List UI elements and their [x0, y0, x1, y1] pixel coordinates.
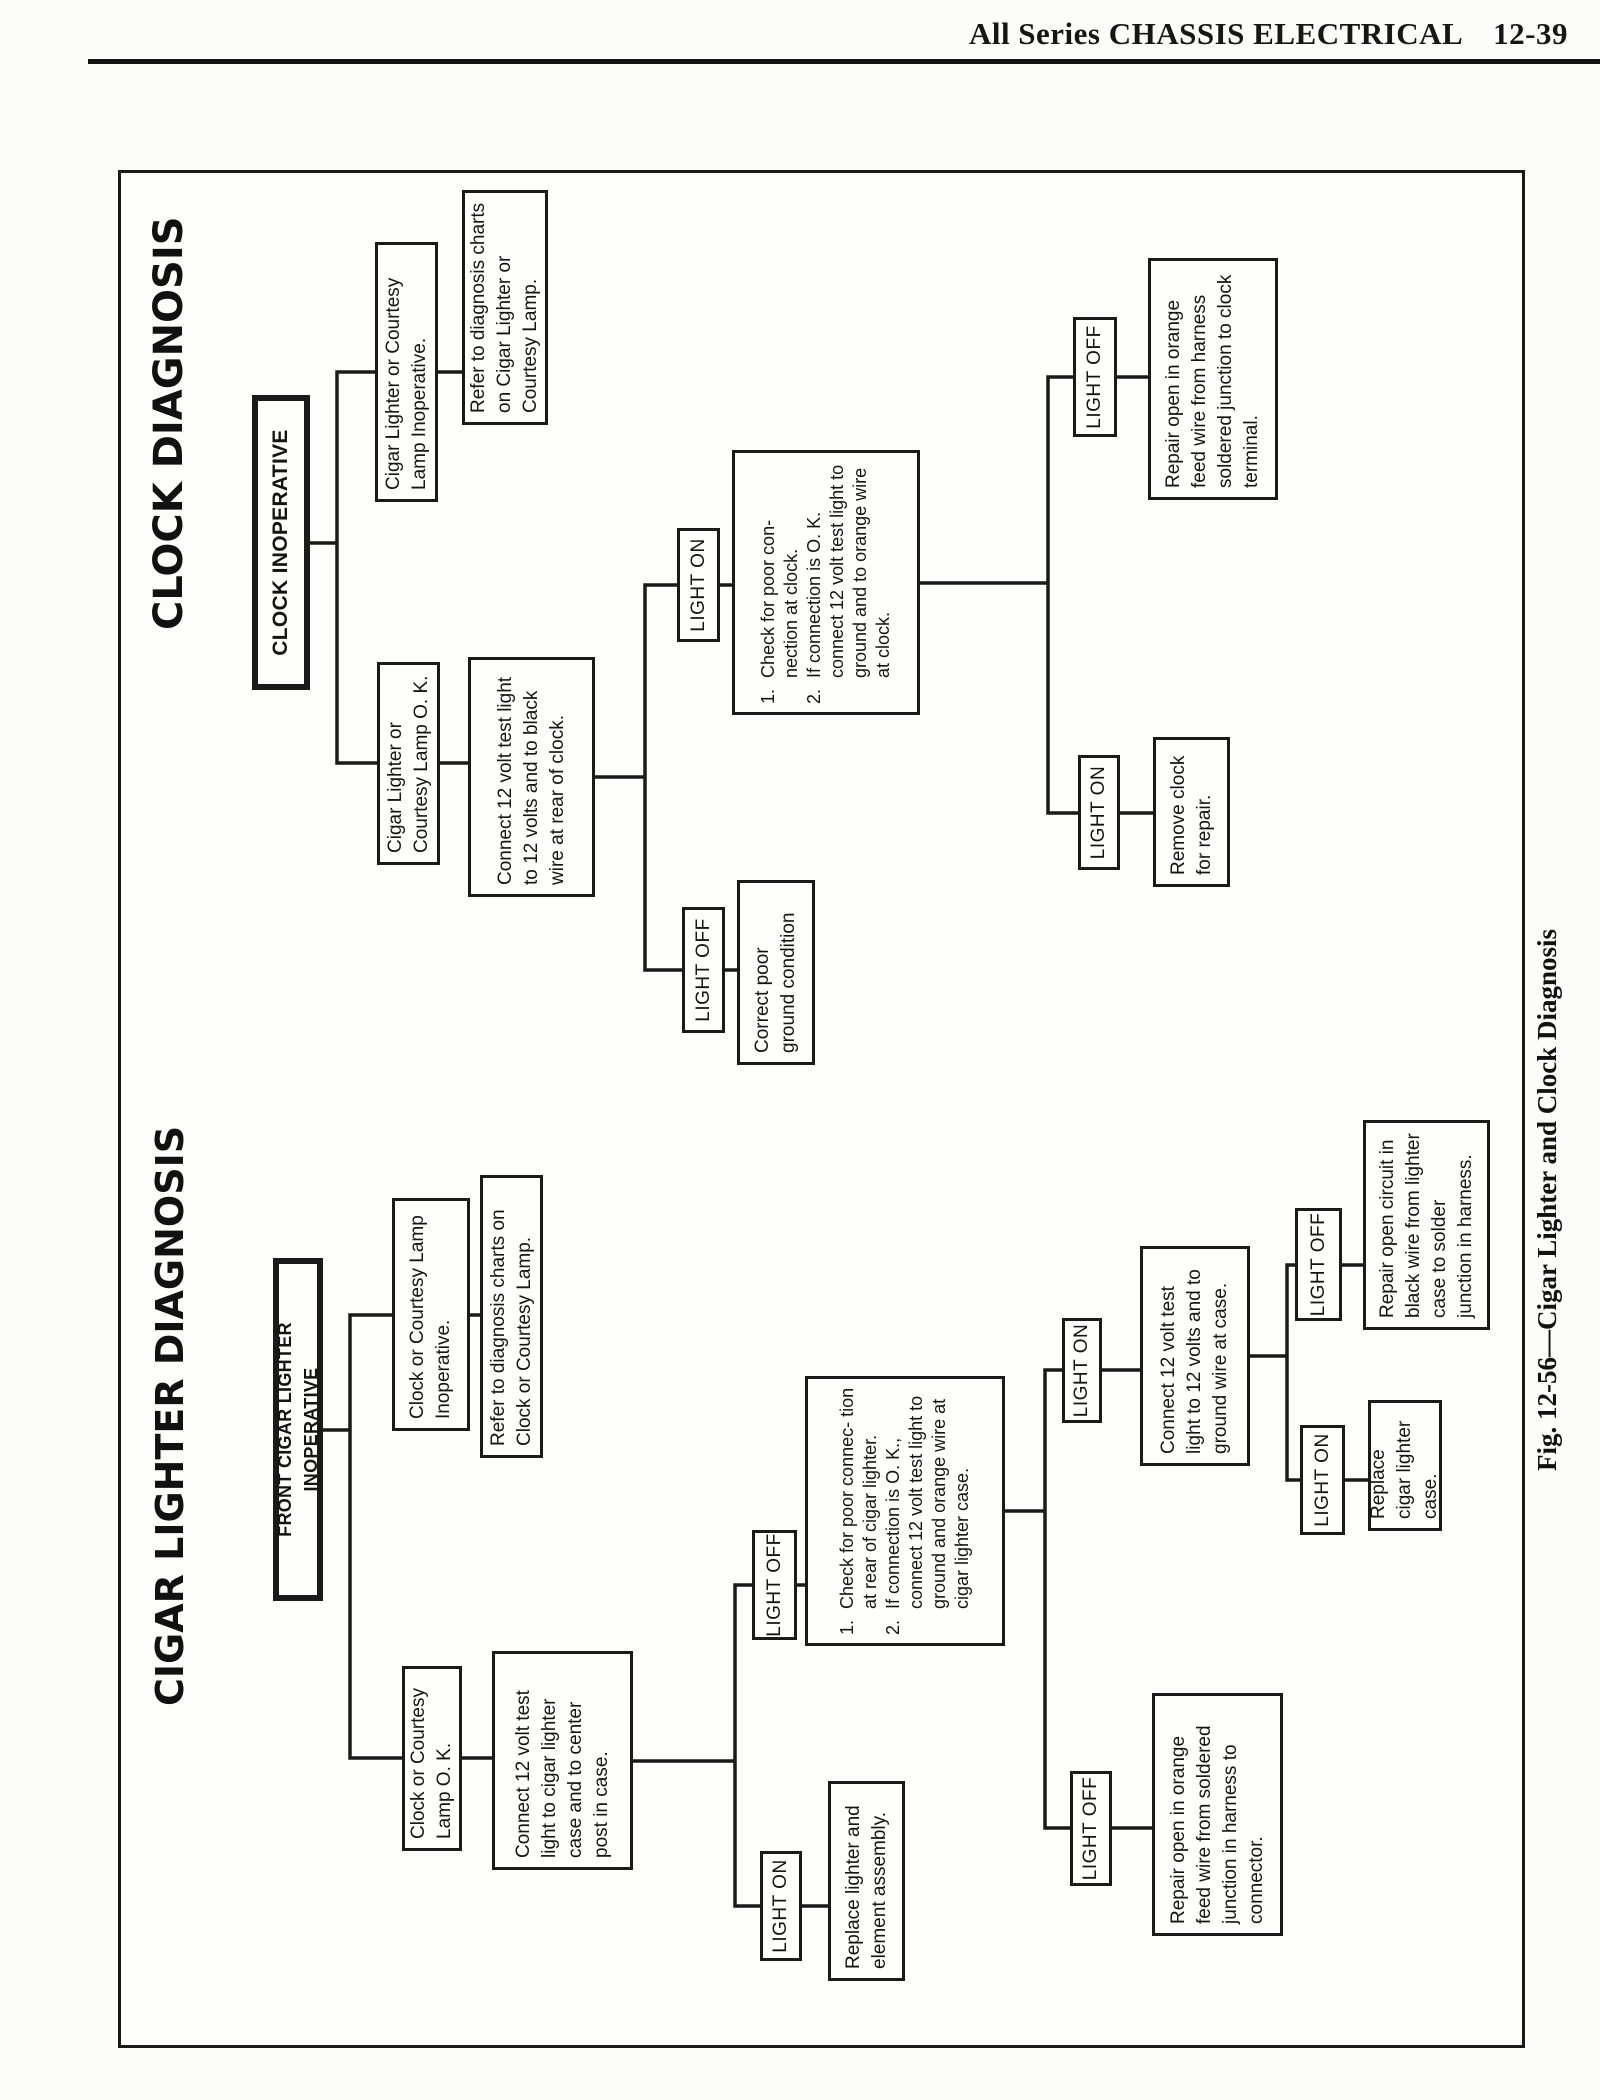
clock-chart-canvas	[140, 185, 1280, 1085]
lamp-ok-box: Cigar Lighter or Courtesy Lamp O. K.	[377, 662, 440, 865]
clock-inoperative-root-box: CLOCK INOPERATIVE	[252, 395, 310, 690]
replace-case-box: Replace cigar lighter case.	[1368, 1400, 1442, 1531]
clock-diagnosis-chart	[140, 185, 1280, 1085]
step-number: 2.	[883, 1619, 903, 1635]
repair-orange-wire-box-2: Repair open in orange feed wire from soldered junction in harness to connector.	[1152, 1693, 1283, 1936]
connect-test-lighter-box: Connect 12 volt test light to cigar lighter case and to center post in case.	[492, 1651, 633, 1870]
light-off-label-b: LIGHT OFF	[1070, 1771, 1112, 1886]
step-text: Check for poor con- nection at clock.	[758, 519, 801, 678]
header-rule	[88, 59, 1600, 64]
step-number: 2.	[804, 688, 824, 704]
light-off-label-2: LIGHT OFF	[1073, 317, 1117, 437]
light-off-label-1: LIGHT OFF	[682, 907, 725, 1033]
step-text: If connection is O. K., connect 12 volt test light to ground and orange wire at cigar lighter case.	[883, 1395, 972, 1609]
step-number: 1.	[758, 688, 778, 704]
clock-chart-title: CLOCK DIAGNOSIS	[146, 216, 192, 630]
light-on-label-c: LIGHT ON	[1300, 1425, 1345, 1535]
refer-charts-box-2: Refer to diagnosis charts on Clock or Courtesy Lamp.	[480, 1175, 543, 1458]
replace-lighter-box: Replace lighter and element assembly.	[828, 1781, 905, 1981]
light-on-label-a: LIGHT ON	[760, 1851, 802, 1961]
page-number: 12-39	[1493, 16, 1568, 51]
refer-charts-box: Refer to diagnosis charts on Cigar Lighter or Courtesy Lamp.	[462, 190, 548, 425]
cigar-chart-title: CIGAR LIGHTER DIAGNOSIS	[148, 1125, 192, 1706]
step-item	[803, 461, 895, 704]
remove-clock-box: Remove clock for repair.	[1153, 737, 1230, 887]
step-item	[836, 1387, 882, 1635]
header-title: All Series CHASSIS ELECTRICAL	[968, 16, 1464, 51]
step-item	[757, 461, 803, 704]
check-connection-steps-box	[732, 450, 920, 715]
clock-lamp-ok-box: Clock or Courtesy Lamp O. K.	[402, 1666, 462, 1851]
connect-ground-wire-box: Connect 12 volt test light to 12 volts and to ground wire at case.	[1140, 1246, 1250, 1466]
check-connection-steps-box-2	[805, 1376, 1005, 1646]
light-on-label-1: LIGHT ON	[677, 528, 720, 642]
repair-black-wire-box: Repair open circuit in black wire from lighter case to solder junction in harness.	[1363, 1120, 1490, 1330]
connect-test-light-box: Connect 12 volt test light to 12 volts and to black wire at rear of clock.	[468, 657, 595, 897]
page-header	[0, 16, 1568, 52]
step-number: 1.	[837, 1619, 857, 1635]
light-off-label-a: LIGHT OFF	[752, 1530, 797, 1640]
front-cigar-lighter-root-box: FRONT CIGAR LIGHTER INOPERATIVE	[273, 1258, 323, 1601]
light-on-label-2: LIGHT ON	[1078, 755, 1120, 870]
lamp-inoperative-box: Cigar Lighter or Courtesy Lamp Inoperative.	[375, 242, 438, 502]
light-on-label-b: LIGHT ON	[1062, 1318, 1102, 1423]
figure-caption	[1529, 775, 1565, 1625]
step-item	[882, 1387, 974, 1635]
step-text: If connection is O. K. connect 12 volt test light to ground and to orange wire at clock.	[804, 464, 893, 678]
correct-ground-box: Correct poor ground condition	[737, 880, 815, 1065]
clock-lamp-inoperative-box: Clock or Courtesy Lamp Inoperative.	[392, 1198, 470, 1431]
light-off-label-c: LIGHT OFF	[1295, 1208, 1342, 1321]
cigar-chart-canvas	[140, 1118, 1500, 2018]
step-text: Check for poor connec- tion at rear of cigar lighter.	[837, 1387, 880, 1609]
figure-caption-text: Fig. 12-56—Cigar Lighter and Clock Diagnosis	[1532, 928, 1562, 1472]
repair-orange-wire-box: Repair open in orange feed wire from harness soldered junction to clock terminal.	[1148, 258, 1278, 500]
cigar-lighter-diagnosis-chart	[140, 1118, 1500, 2018]
